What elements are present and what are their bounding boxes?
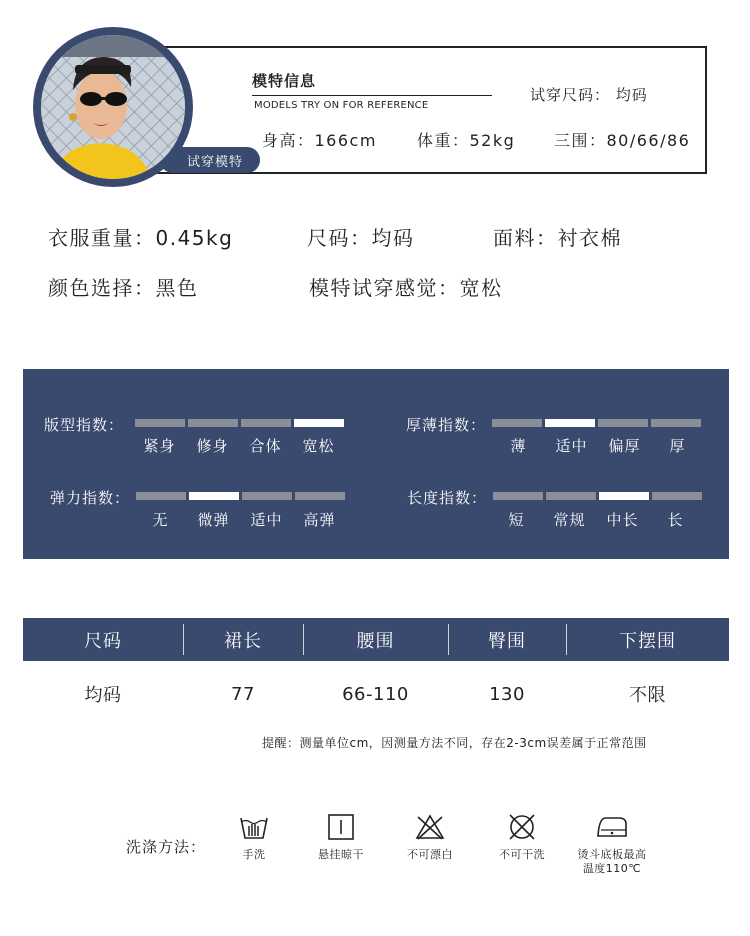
cell-hip: 130 [489, 683, 525, 705]
model-try-size: 试穿尺码： 均码 [530, 86, 648, 104]
index-bar-length [493, 492, 702, 500]
care-label: 洗涤方法： [126, 838, 207, 856]
header-skirt-length: 裙长 [183, 618, 303, 661]
index-option: 短 [508, 511, 525, 529]
index-option: 宽松 [302, 437, 335, 455]
index-segment [492, 419, 542, 427]
index-label-length: 长度指数： [407, 489, 488, 507]
cell-skirt-length: 77 [231, 683, 255, 705]
no-bleach-icon [413, 812, 447, 842]
index-segment-active [294, 419, 344, 427]
model-info-subtitle: MODELS TRY ON FOR REFERENCE [254, 100, 429, 111]
care-item-no-bleach [380, 812, 480, 862]
model-avatar [41, 35, 185, 179]
header-hip: 臀围 [448, 618, 566, 661]
model-measurements: 三围：80/66/86 [554, 131, 691, 150]
index-option: 长 [667, 511, 684, 529]
index-label-elasticity: 弹力指数： [50, 489, 131, 507]
index-option: 无 [152, 511, 169, 529]
cell-waist: 66-110 [342, 683, 409, 705]
model-info-title: 模特信息 [252, 72, 317, 90]
no-dry-clean-icon [505, 812, 539, 842]
index-label-thickness: 厚薄指数： [406, 416, 487, 434]
index-option: 微弹 [197, 511, 230, 529]
model-tag: 试穿模特 [160, 147, 260, 173]
table-row [23, 676, 729, 712]
care-item-iron [562, 812, 662, 876]
index-option: 偏厚 [608, 437, 641, 455]
header-hem: 下摆围 [566, 618, 729, 661]
index-option: 适中 [555, 437, 588, 455]
index-option: 厚 [669, 437, 686, 455]
index-segment [598, 419, 648, 427]
index-segment [652, 492, 702, 500]
care-item-hang-dry [291, 812, 391, 862]
header-size: 尺码 [84, 630, 122, 652]
attr-fabric: 面料：衬衣棉 [493, 226, 622, 250]
index-segment [135, 419, 185, 427]
index-segment-active [189, 492, 239, 500]
care-text-no-bleach: 不可漂白 [407, 848, 453, 861]
index-segment [241, 419, 291, 427]
hand-wash-icon [237, 812, 271, 842]
index-segment [651, 419, 701, 427]
care-text-hang-dry: 悬挂晾干 [318, 848, 364, 861]
iron-icon [595, 812, 629, 842]
index-option: 中长 [606, 511, 639, 529]
index-segment [242, 492, 292, 500]
model-weight: 体重：52kg [417, 131, 516, 150]
hang-dry-icon [324, 812, 358, 842]
size-table-header [23, 618, 729, 661]
index-segment [188, 419, 238, 427]
cell-hem: 不限 [629, 685, 666, 706]
index-segment-active [545, 419, 595, 427]
index-options-elasticity [134, 509, 346, 530]
index-option: 适中 [250, 511, 283, 529]
index-bar-thickness [492, 419, 701, 427]
index-segment-active [599, 492, 649, 500]
divider [252, 95, 492, 96]
index-label-fit: 版型指数： [44, 416, 125, 434]
index-option: 紧身 [143, 437, 176, 455]
index-option: 常规 [553, 511, 586, 529]
index-bar-fit [135, 419, 344, 427]
attr-color: 颜色选择：黑色 [48, 276, 199, 300]
index-option: 修身 [196, 437, 229, 455]
index-options-fit [133, 435, 345, 456]
index-option: 高弹 [303, 511, 336, 529]
care-text-iron: 烫斗底板最高温度110℃ [577, 848, 647, 875]
index-option: 薄 [510, 437, 527, 455]
index-segment [546, 492, 596, 500]
care-item-no-dry-clean [472, 812, 572, 862]
index-segment [493, 492, 543, 500]
index-panel [23, 369, 729, 559]
cell-size: 均码 [84, 685, 122, 706]
care-text-hand-wash: 手洗 [242, 848, 266, 861]
index-option: 合体 [249, 437, 282, 455]
header-waist: 腰围 [303, 618, 448, 661]
care-item-hand-wash [204, 812, 304, 862]
attr-size: 尺码：均码 [307, 226, 415, 250]
model-height: 身高：166cm [262, 131, 377, 150]
index-segment [136, 492, 186, 500]
index-bar-elasticity [136, 492, 345, 500]
index-options-length [490, 509, 702, 530]
index-options-thickness [492, 435, 704, 456]
attr-fit-feel: 模特试穿感觉：宽松 [309, 276, 503, 300]
attr-weight: 衣服重量：0.45kg [48, 226, 234, 250]
index-segment [295, 492, 345, 500]
care-text-no-dry-clean: 不可干洗 [499, 848, 545, 861]
measurement-note: 提醒：测量单位cm，因测量方法不同，存在2-3cm误差属于正常范围 [262, 736, 647, 750]
